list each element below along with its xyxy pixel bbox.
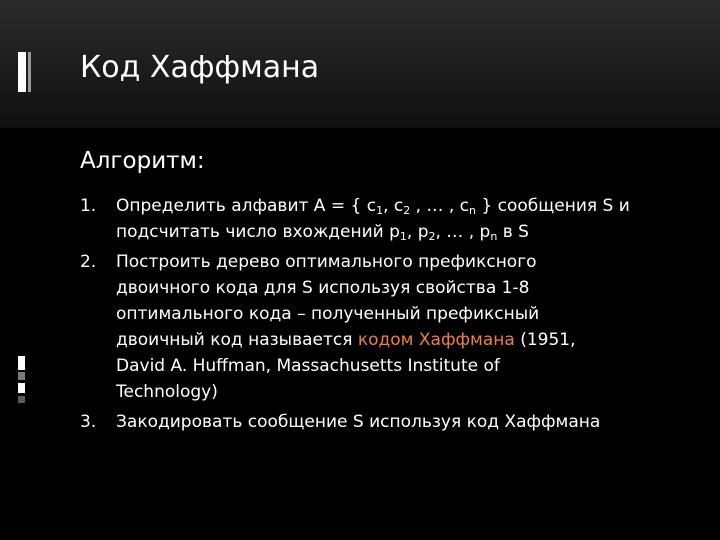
side-accent-bar (18, 356, 25, 370)
list-item (80, 409, 700, 435)
title-accent-stripe (28, 52, 31, 92)
list-item-number: 1. (80, 196, 97, 216)
highlighted-term: кодом Хаффмана (357, 330, 515, 350)
list-item-number: 2. (80, 252, 97, 272)
step-text: Построить дерево оптимального префиксного двоичного кода для S используя свойства 1-8 оптимального кода – полученный префиксный двоичный код называется кодом Хаффмана (1951, David A. Huffman, Massachusetts Institute of Technology) (116, 252, 576, 402)
algorithm-steps (80, 193, 700, 439)
slide-title: Код Хаффмана (80, 50, 320, 85)
list-item (80, 193, 700, 245)
side-accent-bar (18, 372, 25, 380)
title-accent-bar (18, 52, 26, 92)
list-item (80, 249, 700, 405)
list-item-number: 3. (80, 412, 97, 432)
step-text: Закодировать сообщение S используя код Хаффмана (116, 412, 601, 432)
step-text: Определить алфавит A = { $c_1$, $c_2$ , … , $c_n$ } сообщения S и подсчитать число вхождений $p_1$, $p_2$, … , $p_n$ в S (116, 196, 630, 243)
side-accent-bar (18, 383, 25, 393)
side-accent-bar (18, 396, 25, 403)
slide-subtitle: Алгоритм: (80, 148, 205, 174)
